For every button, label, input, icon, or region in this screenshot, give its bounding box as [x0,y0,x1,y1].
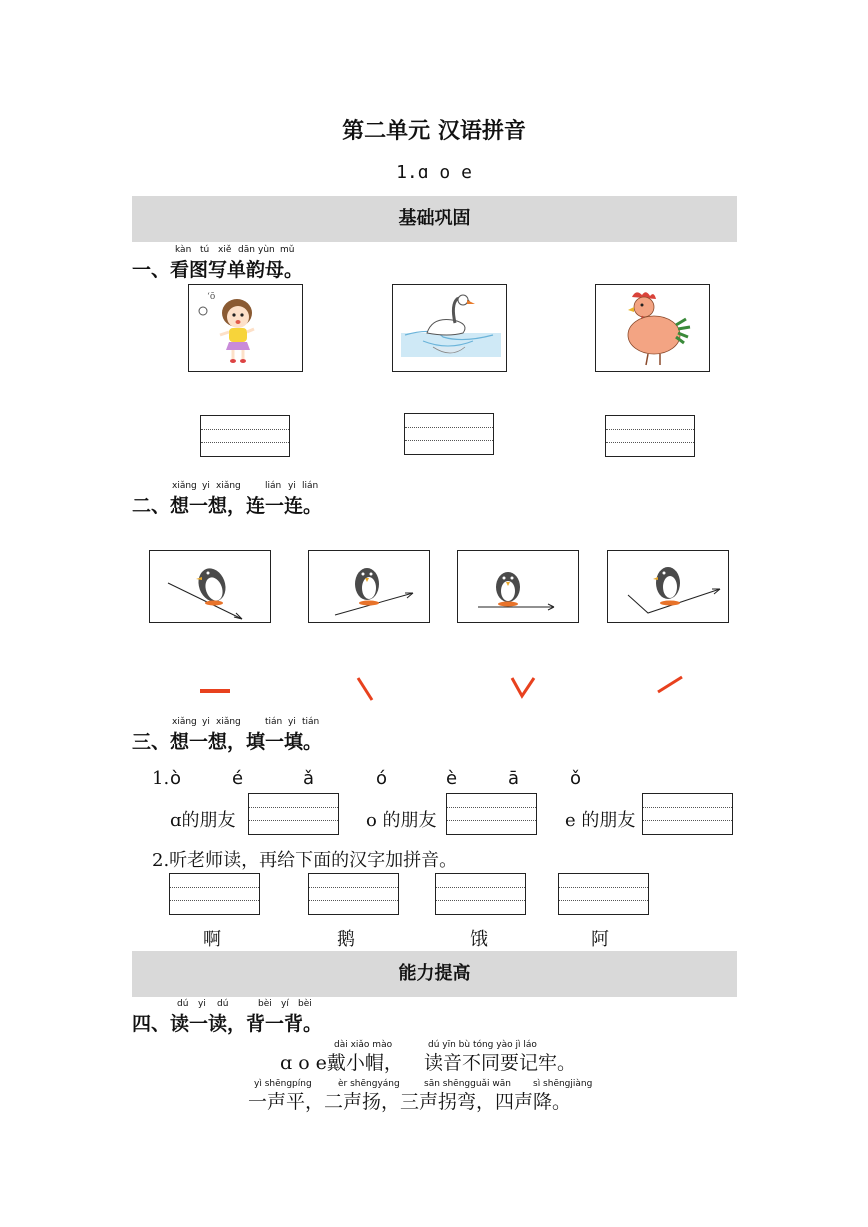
q4-pinyin-2: yi [198,999,206,1009]
e-friends-label: e 的朋友 [565,810,636,831]
char-2: 鹅 [337,929,355,950]
q2-label: 二、想一想，连一连。 [132,495,323,517]
q2-pinyin-5: yi [288,481,296,491]
q1-pinyin-3: xiě [218,245,232,255]
q1-answer-box-3[interactable] [605,415,695,457]
poem-line2-pinyin-3: sān shēngguǎi wān [424,1079,511,1089]
fourth-tone-mark[interactable] [358,678,372,700]
q3-item1-number: 1. [152,768,170,789]
o-friends-box[interactable] [446,793,537,835]
char-3: 饿 [470,929,488,950]
q4-pinyin-1: dú [177,999,189,1009]
q1-pinyin-5: yùn [258,245,275,255]
char-pinyin-box-1[interactable] [169,873,260,915]
poem-line1-pinyin-b: dú yīn bù tóng yào jì láo [428,1040,537,1050]
tone-marks [190,670,750,710]
poem-line2-pinyin-1: yì shēngpíng [254,1079,312,1089]
tone-option-3: ǎ [303,768,315,789]
q3-item2-instruction: 2.听老师读，再给下面的汉字加拼音。 [152,850,458,871]
tone-option-5: è [446,768,458,789]
section-band-advanced: 能力提高 [132,951,737,997]
girl-picture [188,284,303,372]
q3-pinyin-5: yi [288,717,296,727]
penguin-picture-falling [149,550,271,623]
q2-pinyin-3: xiǎng [216,481,241,491]
q2-pinyin-6: lián [302,481,319,491]
q1-heading [132,244,432,284]
char-1: 啊 [203,929,221,950]
q1-answer-box-1[interactable] [200,415,290,457]
penguin-picture-dip [607,550,729,623]
q4-pinyin-4: bèi [258,999,272,1009]
poem-line1-pinyin-a: dài xiǎo mào [334,1040,393,1050]
q3-heading [132,716,432,756]
char-pinyin-box-2[interactable] [308,873,399,915]
poem-line2: 一声平，二声扬，三声拐弯，四声降。 [248,1091,572,1113]
q2-pinyin-1: xiǎng [172,481,197,491]
tone-option-6: ā [508,768,520,789]
a-friends-box[interactable] [248,793,339,835]
poem-line1-part-a: ɑ o e戴小帽， [280,1052,403,1074]
char-pinyin-box-3[interactable] [435,873,526,915]
tone-option-7: ǒ [570,768,582,789]
poem-line2-pinyin-4: sì shēngjiàng [533,1079,593,1089]
q3-pinyin-4: tián [265,717,283,727]
char-pinyin-box-4[interactable] [558,873,649,915]
page-title: 第二单元 汉语拼音 [342,118,526,144]
q4-heading [132,998,432,1038]
poem-line2-pinyin-2: èr shēngyáng [338,1079,400,1089]
q2-pinyin-2: yi [202,481,210,491]
a-friends-label: ɑ的朋友 [170,810,236,831]
tone-option-2: é [232,768,244,789]
q1-label: 一、看图写单韵母。 [132,259,304,281]
q1-pinyin-6: mǔ [280,245,295,255]
lesson-subtitle: 1.ɑ o e [396,162,472,183]
q4-label: 四、读一读，背一背。 [132,1013,323,1035]
second-tone-mark[interactable] [658,677,682,692]
penguin-picture-rising [308,550,430,623]
tone-option-1: ò [170,768,182,789]
char-4: 阿 [591,929,609,950]
third-tone-mark[interactable] [512,678,534,696]
poem-line1-part-b: 读音不同要记牢。 [424,1052,577,1074]
q4-pinyin-3: dú [217,999,229,1009]
q1-answer-box-2[interactable] [404,413,494,455]
q3-pinyin-3: xiǎng [216,717,241,727]
q3-pinyin-2: yi [202,717,210,727]
q1-pinyin-1: kàn [175,245,192,255]
rooster-picture [595,284,710,372]
section-band-basic: 基础巩固 [132,196,737,242]
q1-pinyin-4: dān [238,245,255,255]
q3-label: 三、想一想，填一填。 [132,731,323,753]
q3-pinyin-6: tián [302,717,320,727]
q4-pinyin-6: bèi [298,999,312,1009]
q2-heading [132,480,432,520]
svg-text:ʻō: ʻō [207,292,216,302]
o-friends-label: o 的朋友 [366,810,437,831]
q1-pinyin-2: tú [200,245,210,255]
goose-picture [392,284,507,372]
q4-pinyin-5: yí [281,999,289,1009]
tone-option-4: ó [376,768,388,789]
e-friends-box[interactable] [642,793,733,835]
penguin-picture-flat [457,550,579,623]
q3-pinyin-1: xiǎng [172,717,197,727]
q2-pinyin-4: lián [265,481,282,491]
